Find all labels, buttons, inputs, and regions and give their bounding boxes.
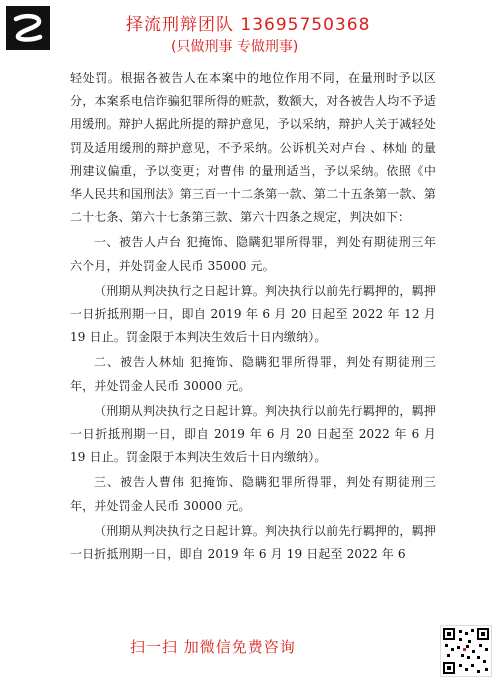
footer-cta: 扫一扫 加微信免费咨询 <box>130 638 296 656</box>
paragraph-verdict-2: 二、被告人林灿 犯掩饰、隐瞒犯罪所得罪，判处有期徒刑三年，并处罚金人民币 30000 元。 <box>70 355 436 393</box>
qr-code-icon[interactable] <box>440 625 492 677</box>
paragraph-verdict-1: 一、被告人卢台 犯掩饰、隐瞒犯罪所得罪，判处有期徒刑三年六个月，并处罚金人民币 35000 元。 <box>70 235 436 273</box>
paragraph-verdict-3: 三、被告人曹伟 犯掩饰、隐瞒犯罪所得罪，判处有期徒刑三年，并处罚金人民币 30000 元。 <box>70 475 436 513</box>
paragraph-term-2: （刑期从判决执行之日起计算。判决执行以前先行羁押的，羁押一日折抵刑期一日，即自 2019 年 6 月 20 日起至 2022 年 6 月 19 日止。罚金限于本判决生效后十日内缴纳）。 <box>70 403 436 465</box>
header-title: 择流刑辩团队 13695750368 <box>126 15 371 35</box>
logo-icon <box>6 6 50 50</box>
header-subtitle: (只做刑事 专做刑事) <box>171 39 299 55</box>
paragraph-term-3: （刑期从判决执行之日起计算。判决执行以前先行羁押的，羁押一日折抵刑期一日，即自 2019 年 6 月 19 日起至 2022 年 6 <box>70 523 436 562</box>
document-body <box>70 67 436 566</box>
paragraph-term-1: （刑期从判决执行之日起计算。判决执行以前先行羁押的，羁押一日折抵刑期一日，即自 2019 年 6 月 20 日起至 2022 年 12 月 19 日止。罚金限于本判决生效后十日内缴纳）。 <box>70 283 436 345</box>
paragraph-reasoning: 轻处罚。根据各被告人在本案中的地位作用不同，在量刑时予以区分，本案系电信诈骗犯罪所得的赃款，数额大，对各被告人均不予适用缓刑。辩护人据此所提的辩护意见，予以采纳，辩护人关于减轻处罚及适用缓刑的辩护意见，不予采纳。公诉机关对卢台 、林灿 的量刑建议偏重，予以变更；对曹伟 的量刑适当，予以采纳。依照《中华人民共和国刑法》第三百一十二条第一款、第二十五条第一款、第二十七条、第六十七条第三款、第六十四条之规定，判决如下： <box>70 71 436 225</box>
